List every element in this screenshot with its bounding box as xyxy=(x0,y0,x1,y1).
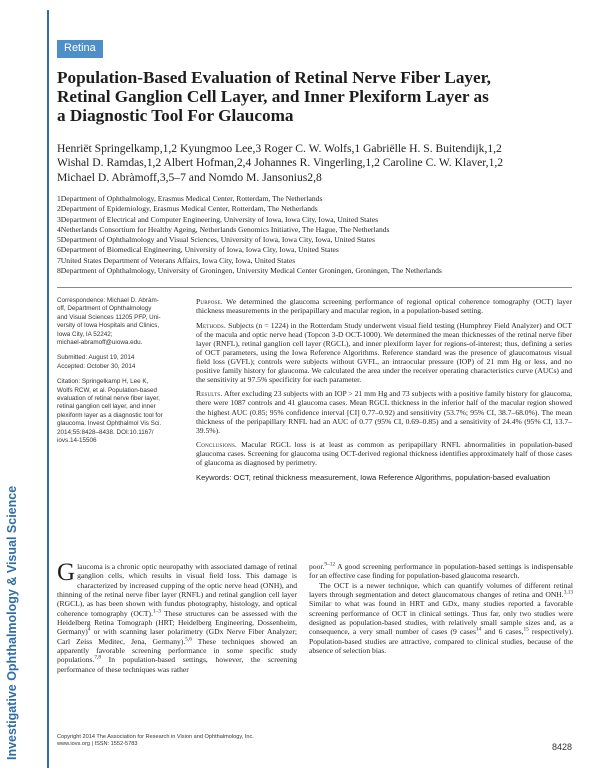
author-line: Wishal D. Ramdas,1,2 Albert Hofman,2,4 Johannes R. Vingerling,1,2 Caroline C. W. Klaver,1,2 xyxy=(57,156,504,170)
correspondence-email[interactable]: michael-abramoff@uiowa.edu. xyxy=(57,339,143,347)
drop-cap: G xyxy=(57,559,76,586)
citation-line: retinal ganglion cell layer, and inner xyxy=(57,403,156,411)
ref-citation[interactable]: 1–3 xyxy=(152,608,161,615)
methods-text: Subjects (n = 1224) in the Rotterdam Study underwent visual field testing (Humphrey Field Analyzer) and OCT of the macula and optic nerve head (Topcon 3-D OCT-1000). We determined the mean thicknesses of the retinal nerve fiber layer (RNFL), retinal ganglion cell layer (RGCL), and inner plexiform layer for regions-of-interest; thus, defining a series of OCT parameters, using the Iowa Reference Algorithms. Reference standard was the presence of glaucomatous visual field loss (GVFL); controls were subjects without GVFL, an intraocular pressure (IOP) of 21 mm Hg or less, and no positive family history for glaucoma. We calculated the area under the receiver operating characteristics curve (AUCs) and the sensitivity at 97.5% specificity for each parameter. xyxy=(196,320,572,384)
citation-line: evaluation of retinal nerve fiber layer, xyxy=(57,395,160,403)
journal-info-line[interactable]: www.iovs.org | ISSN: 1552-5783 xyxy=(57,741,138,748)
intro-text: In population-based settings, however, the screening performance of these techniques was rather xyxy=(57,655,297,674)
correspondence-line: Iowa City, IA 52242; xyxy=(57,330,113,338)
journal-sidebar-title: Investigative Ophthalmology & Visual Science xyxy=(5,485,19,760)
affiliation: 6Department of Biomedical Engineering, University of Iowa, Iowa City, Iowa, United States xyxy=(57,245,339,255)
affiliation: 2Department of Epidemiology, Erasmus Medical Center, Rotterdam, The Netherlands xyxy=(57,204,318,214)
ref-citation[interactable]: 9–12 xyxy=(324,561,336,568)
body-text: The OCT is a newer technique, which can quantify volumes of different retinal layers through segmentation and detect glaucomatous changes of retina and ONH. xyxy=(309,580,573,600)
purpose-text: We determined the glaucoma screening performance of regional optical coherence tomography (OCT) layer thickness measurements in the peripapillary and macular region, in a population-based setting. xyxy=(196,297,572,316)
title-line: a Diagnostic Tool For Glaucoma xyxy=(57,106,294,125)
ref-citation[interactable]: 15 xyxy=(523,626,529,633)
correspondence-line: off, Department of Ophthalmology xyxy=(57,305,152,313)
body-text: Similar to what was found in HRT and GDx, many studies reported a favorable screening performance of OCT in clinical settings. Thus far, only two studies were designed as population-based studies, with relatively small sample sizes and, as a consequence, a very small number of cases (9 cases xyxy=(309,599,573,637)
correspondence-line: and Visual Sciences 11205 PFP, Uni- xyxy=(57,313,161,321)
title-line: Population-Based Evaluation of Retinal Nerve Fiber Layer, xyxy=(57,68,491,87)
abstract-purpose xyxy=(196,297,572,315)
keywords: Keywords: OCT, retinal thickness measurement, Iowa Reference Algorithms, population-based evaluation xyxy=(196,472,551,482)
abstract xyxy=(196,297,572,487)
ref-citation[interactable]: 14 xyxy=(476,626,482,633)
footer xyxy=(57,734,254,748)
intro-paragraph xyxy=(57,559,297,674)
author-line: Michael D. Abràmoff,3,5–7 and Nomdo M. Jansonius2,8 xyxy=(57,170,322,184)
affiliation: 8Department of Ophthalmology, University of Groningen, University Medical Center Groningen, Groningen, The Netherlands xyxy=(57,266,442,276)
article-title xyxy=(57,68,577,125)
correspondence-line: versity of Iowa Hospitals and Clinics, xyxy=(57,322,160,330)
ref-citation[interactable]: 4 xyxy=(87,626,91,633)
results-text: After excluding 23 subjects with an IOP > 21 mm Hg and 73 subjects with a positive family history for glaucoma, there were 1087 controls and 41 glaucoma cases. Mean RGCL thickness in the inferior half of the macular region showed the highest AUC (0.85; 95% confidence interval [CI] 0.77–0.92) and sensitivity (53.7%; 95% CI, 38.7–68.0%). The mean thickness of the peripapillary RNFL had an AUC of 0.77 (95% CI, 0.69–0.85) and a sensitivity of 24.4% (95% CI, 13.7–39.5%). xyxy=(196,389,572,435)
body-column-right xyxy=(309,562,573,655)
affiliation: 7United States Department of Veterans Affairs, Iowa City, Iowa, United States xyxy=(57,255,296,265)
ref-citation[interactable]: 7,8 xyxy=(94,654,101,661)
body-text: respectively). Population-based studies are attractive, compared to clinical studies, because of the absence of selection bias. xyxy=(309,627,574,656)
conclusions-heading: Conclusions. xyxy=(196,440,238,450)
sidebar-rule xyxy=(47,10,49,768)
citation-line: plexiform layer as a diagnostic tool for xyxy=(57,411,163,419)
body-text: A good screening performance in population-based settings is indispensable for an effective case finding for population-based glaucoma research. xyxy=(309,562,573,581)
affiliation: 1Department of Ophthalmology, Erasmus Medical Center, Rotterdam, The Netherlands xyxy=(57,194,323,203)
abstract-conclusions xyxy=(196,440,572,467)
correspondence-line: Correspondence: Michael D. Abràm- xyxy=(57,297,159,304)
citation-line: glaucoma. Invest Ophthalmol Vis Sci. xyxy=(57,420,162,428)
purpose-heading: Purpose. xyxy=(196,297,223,306)
intro-text: laucoma is a chronic optic neuropathy with associated damage of retinal ganglion cells, which results in visual field loss. This damage is characterized by increased cupping of the optic nerve head (ONH), and thinning of the retinal nerve fiber layer (RNFL) and retinal ganglion cell layer (RGCL), as has been shown with fundus photography, histology, and optical coherence tomography (OCT). xyxy=(57,562,297,618)
citation-doi[interactable]: iovs.14-15506 xyxy=(57,437,97,445)
ref-citation[interactable]: 5,6 xyxy=(185,636,192,643)
affiliation: 4Netherlands Consortium for Healthy Ageing, Netherlands Genomics Initiative, The Hague, The Netherlands xyxy=(57,224,390,234)
body-text: poor. xyxy=(309,562,325,571)
intro-text: These structures can be assessed with the Heidelberg Retina Tomograph (HRT; Heidelberg Engineering, Dossenheim, Germany) xyxy=(57,608,297,637)
title-line: Retinal Ganglion Cell Layer, and Inner Plexiform Layer as xyxy=(57,87,489,106)
results-heading: Results. xyxy=(196,389,223,399)
section-badge: Retina xyxy=(57,40,103,58)
submitted-date: Submitted: August 19, 2014 xyxy=(57,354,135,362)
conclusions-text: Macular RGCL loss is at least as common as peripapillary RNFL abnormalities in population-based glaucoma cases. Screening for glaucoma using OCT-derived regional thickness identifies approximately half of those cases of glaucoma as diagnosed by perimetry. xyxy=(196,440,572,468)
page-number: 8428 xyxy=(551,742,572,752)
header-divider xyxy=(57,287,572,288)
affiliation: 5Department of Ophthalmology and Visual Sciences, University of Iowa, Iowa City, Iowa, United States xyxy=(57,235,375,245)
body-text: and 6 cases, xyxy=(481,627,524,637)
citation-line: Citation: Springelkamp H, Lee K, xyxy=(57,378,149,386)
methods-heading: Methods. xyxy=(196,320,226,330)
ref-citation[interactable]: 3,13 xyxy=(563,589,573,596)
body-paragraph xyxy=(309,562,573,581)
accepted-date: Accepted: October 30, 2014 xyxy=(57,362,136,370)
author-line: Henriët Springelkamp,1,2 Kyungmoo Lee,3 Roger C. W. Wolfs,1 Gabriëlle H. S. Buitendijk,1,2 xyxy=(57,142,502,155)
author-list xyxy=(57,142,577,185)
abstract-results xyxy=(196,389,572,434)
affiliation: 3Department of Electrical and Computer Engineering, University of Iowa, Iowa City, Iowa, United States xyxy=(57,214,379,224)
intro-text: These techniques showed an apparently favorable screening performance in some specific study populations. xyxy=(57,636,297,665)
body-paragraph xyxy=(309,581,573,656)
abstract-methods xyxy=(196,321,572,384)
affiliations xyxy=(57,194,577,276)
article-info-column xyxy=(57,297,169,446)
citation-line: 2014;55:8428–8438. DOI:10.1167/ xyxy=(57,428,154,436)
body-column-left xyxy=(57,559,297,674)
citation-line: Wolfs RCW, et al. Population-based xyxy=(57,386,157,394)
intro-text: or with scanning laser polarimetry (GDx Nerve Fiber Analyzer; Carl Zeiss Meditec, Jena, Germany). xyxy=(57,627,297,646)
copyright-line: Copyright 2014 The Association for Research in Vision and Ophthalmology, Inc. xyxy=(57,734,254,740)
